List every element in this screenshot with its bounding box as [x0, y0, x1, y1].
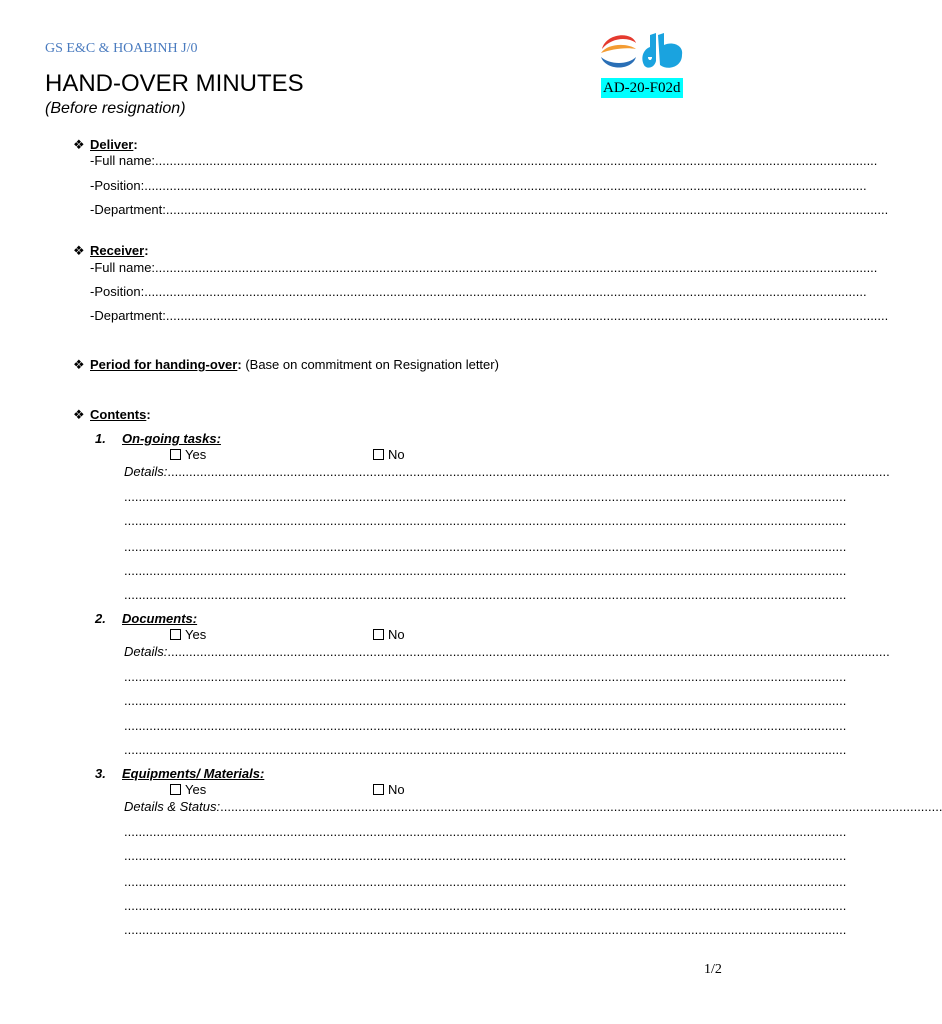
dotted-fill-line: ........................................................................................................................................................................................................ — [124, 898, 847, 913]
dotted-fill-line: ........................................................................................................................................................................................................ — [144, 284, 867, 299]
company-logo — [598, 27, 688, 73]
item-equipments-heading: 3. Equipments/ Materials: — [95, 766, 265, 781]
deliver-position-field[interactable]: - Position: ........................................................................................................................................................................................................ — [90, 178, 867, 193]
ongoing-yes-checkbox[interactable]: Yes — [170, 447, 206, 462]
receiver-fullname-field[interactable]: - Full name: ........................................................................................................................................................................................................ — [90, 260, 878, 275]
dotted-fill-line: ........................................................................................................................................................................................................ — [220, 799, 942, 814]
equipments-details-line[interactable] — [124, 824, 847, 839]
receiver-label: Receiver — [90, 243, 145, 258]
ongoing-details-line[interactable] — [124, 563, 847, 578]
dotted-fill-line: ........................................................................................................................................................................................................ — [167, 464, 890, 479]
dotted-fill-line: ........................................................................................................................................................................................................ — [144, 178, 867, 193]
dotted-fill-line: ........................................................................................................................................................................................................ — [124, 848, 847, 863]
equipments-details-line[interactable] — [124, 848, 847, 863]
equipments-details-line[interactable] — [124, 922, 847, 937]
company-name: GS E&C & HOABINH J/0 — [45, 41, 198, 56]
period-note: (Base on commitment on Resignation letter) — [245, 357, 499, 372]
checkbox-icon — [373, 784, 384, 795]
dotted-fill-line: ........................................................................................................................................................................................................ — [155, 153, 878, 168]
deliver-fullname-field[interactable]: - Full name: ........................................................................................................................................................................................................ — [90, 153, 878, 168]
diamond-bullet-icon: ❖ — [73, 407, 85, 422]
dotted-fill-line: ........................................................................................................................................................................................................ — [124, 874, 847, 889]
dotted-fill-line: ........................................................................................................................................................................................................ — [124, 539, 847, 554]
field-label: Full name: — [94, 260, 156, 275]
field-label: Position: — [94, 178, 145, 193]
dotted-fill-line: ........................................................................................................................................................................................................ — [124, 718, 847, 733]
equipments-details-line[interactable] — [124, 898, 847, 913]
field-label: Position: — [94, 284, 145, 299]
period-heading: ❖ Period for handing-over: (Base on commitment on Resignation letter) — [73, 357, 499, 372]
diamond-bullet-icon: ❖ — [73, 243, 85, 258]
documents-no-checkbox[interactable]: No — [373, 627, 405, 642]
dotted-fill-line: ........................................................................................................................................................................................................ — [124, 489, 847, 504]
receiver-department-field[interactable]: - Department: ........................................................................................................................................................................................................ — [90, 308, 889, 323]
ongoing-no-checkbox[interactable]: No — [373, 447, 405, 462]
dotted-fill-line: ........................................................................................................................................................................................................ — [124, 824, 847, 839]
dotted-fill-line: ........................................................................................................................................................................................................ — [167, 644, 890, 659]
contents-label: Contents — [90, 407, 147, 422]
dotted-fill-line: ........................................................................................................................................................................................................ — [155, 260, 878, 275]
diamond-bullet-icon: ❖ — [73, 357, 85, 372]
item-ongoing-tasks-heading: 1. On-going tasks: — [95, 431, 221, 446]
checkbox-icon — [373, 629, 384, 640]
documents-details-line[interactable] — [124, 718, 847, 733]
documents-details-line[interactable] — [124, 669, 847, 684]
dotted-fill-line: ........................................................................................................................................................................................................ — [124, 693, 847, 708]
diamond-bullet-icon: ❖ — [73, 137, 85, 152]
checkbox-icon — [170, 449, 181, 460]
dotted-fill-line: ........................................................................................................................................................................................................ — [124, 513, 847, 528]
equipments-details-line[interactable] — [124, 874, 847, 889]
ongoing-details-line[interactable] — [124, 539, 847, 554]
dotted-fill-line: ........................................................................................................................................................................................................ — [124, 922, 847, 937]
dotted-fill-line: ........................................................................................................................................................................................................ — [124, 563, 847, 578]
deliver-heading: ❖ Deliver: — [73, 137, 138, 152]
ongoing-details-line[interactable] — [124, 489, 847, 504]
receiver-position-field[interactable]: - Position: ........................................................................................................................................................................................................ — [90, 284, 867, 299]
deliver-label: Deliver — [90, 137, 134, 152]
documents-details-line[interactable] — [124, 742, 847, 757]
document-title: HAND-OVER MINUTES — [45, 70, 304, 97]
equipments-details-line[interactable]: Details & Status: ........................................................................................................................................................................................................ — [124, 799, 942, 814]
receiver-heading: ❖ Receiver: — [73, 243, 149, 258]
equipments-no-checkbox[interactable]: No — [373, 782, 405, 797]
page-number: 1/2 — [704, 962, 722, 977]
documents-details-line[interactable]: Details: ........................................................................................................................................................................................................ — [124, 644, 890, 659]
contents-heading: ❖ Contents: — [73, 407, 151, 422]
dotted-fill-line: ........................................................................................................................................................................................................ — [165, 308, 889, 323]
ongoing-details-line[interactable] — [124, 513, 847, 528]
dotted-fill-line: ........................................................................................................................................................................................................ — [124, 742, 847, 757]
ongoing-details-line[interactable] — [124, 587, 847, 602]
dotted-fill-line: ........................................................................................................................................................................................................ — [124, 587, 847, 602]
form-code-badge: AD-20-F02d — [603, 80, 681, 96]
period-label: Period for handing-over — [90, 357, 238, 372]
dotted-fill-line: ........................................................................................................................................................................................................ — [124, 669, 847, 684]
checkbox-icon — [170, 784, 181, 795]
deliver-department-field[interactable]: - Department: ........................................................................................................................................................................................................ — [90, 202, 889, 217]
documents-details-line[interactable] — [124, 693, 847, 708]
field-label: Full name: — [94, 153, 156, 168]
documents-yes-checkbox[interactable]: Yes — [170, 627, 206, 642]
field-label: Department: — [94, 202, 166, 217]
field-label: Department: — [94, 308, 166, 323]
dotted-fill-line: ........................................................................................................................................................................................................ — [165, 202, 889, 217]
ongoing-details-line[interactable]: Details: ........................................................................................................................................................................................................ — [124, 464, 890, 479]
checkbox-icon — [170, 629, 181, 640]
checkbox-icon — [373, 449, 384, 460]
item-documents-heading: 2. Documents: — [95, 611, 198, 626]
equipments-yes-checkbox[interactable]: Yes — [170, 782, 206, 797]
document-subtitle: (Before resignation) — [45, 100, 186, 117]
